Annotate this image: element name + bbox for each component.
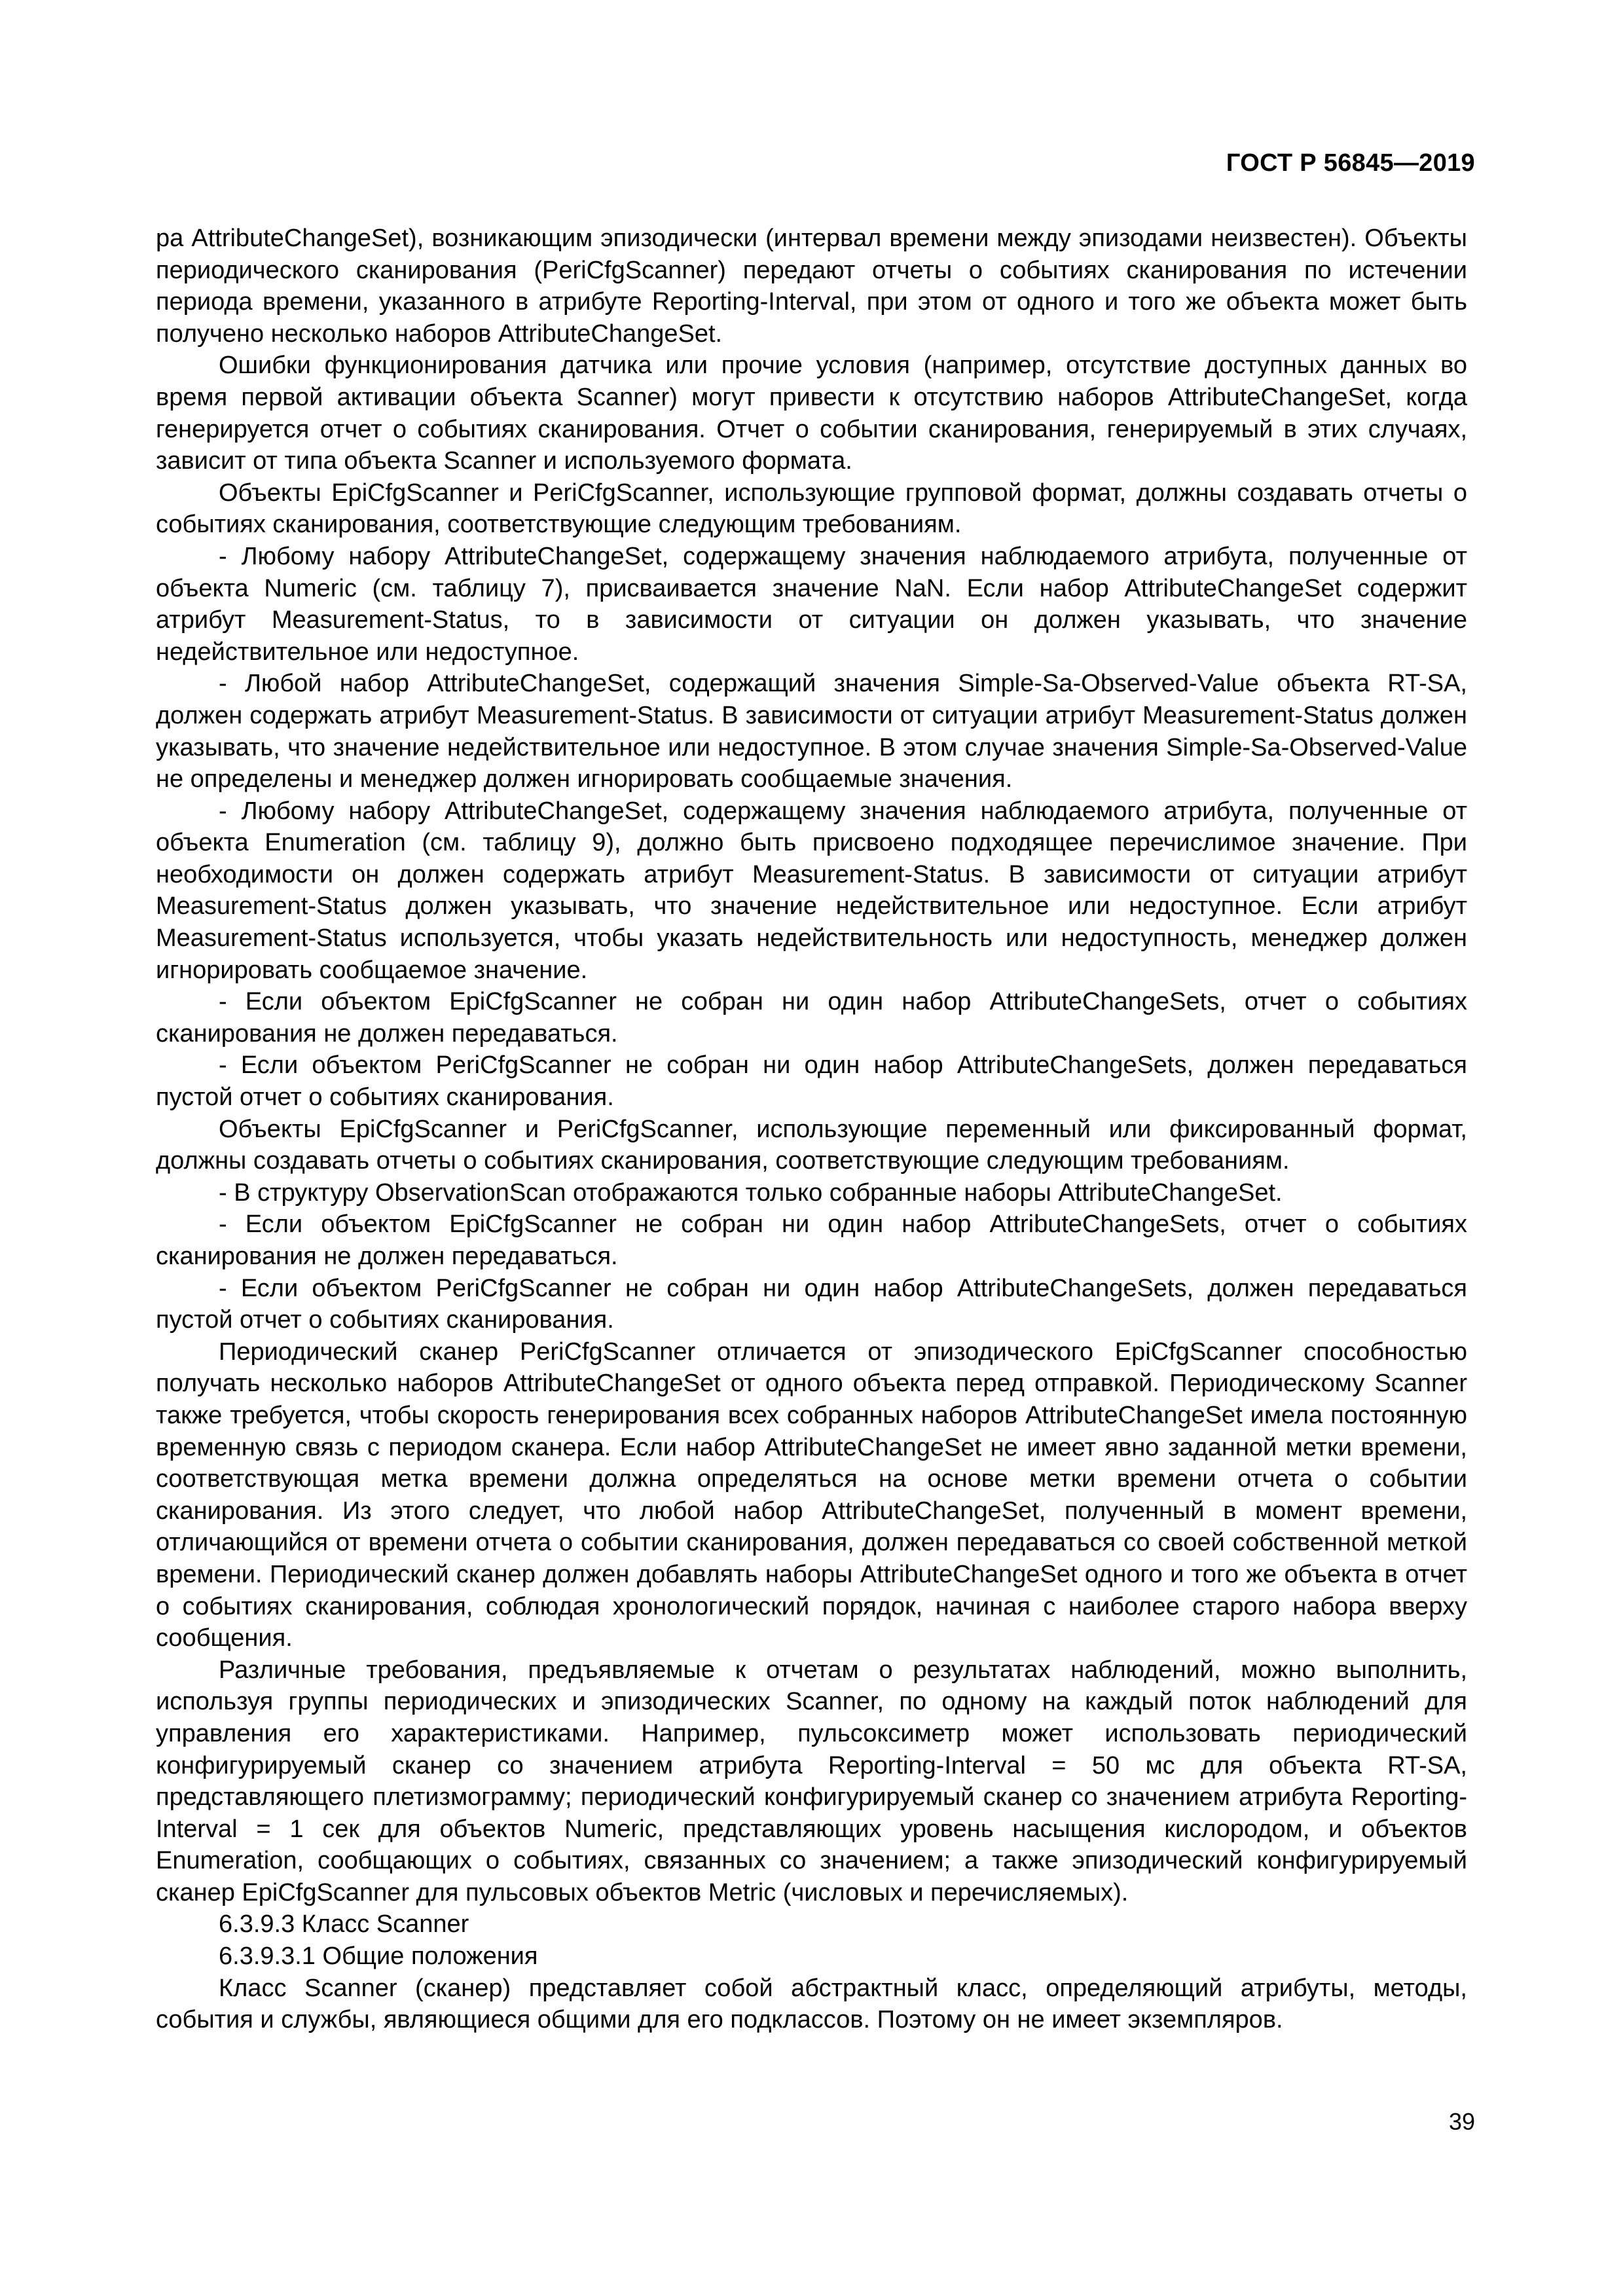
- document-body: [156, 223, 1467, 2036]
- page-number: 39: [1448, 2108, 1475, 2135]
- paragraph: Объекты EpiCfgScanner и PeriCfgScanner, использующие переменный или фиксированный формат, должны создавать отчеты о событиях сканирования, соответствующие следующим требованиям.: [156, 1115, 1467, 1175]
- paragraph-continuation: ра AttributeChangeSet), возникающим эпизодически (интервал времени между эпизодами неизвестен). Объекты периодического сканирования (PeriCfgScanner) передают отчеты о событиях сканирования по истечении периода времени, указанного в атрибуте Reporting-Interval, при этом от одного и того же объекта может быть получено несколько наборов AttributeChangeSet.: [156, 225, 1467, 348]
- list-item: - В структуру ObservationScan отображаются только собранные наборы AttributeChangeSet.: [219, 1178, 1283, 1207]
- list-item: - Если объектом EpiCfgScanner не собран ни один набор AttributeChangeSets, отчет о событиях сканирования не должен передаваться.: [156, 988, 1467, 1048]
- document-header: ГОСТ Р 56845—2019: [1226, 149, 1475, 177]
- paragraph: Объекты EpiCfgScanner и PeriCfgScanner, использующие групповой формат, должны создавать отчеты о событиях сканирования, соответствующие следующим требованиям.: [156, 479, 1467, 539]
- list-item: - Если объектом EpiCfgScanner не собран ни один набор AttributeChangeSets, отчет о событиях сканирования не должен передаваться.: [156, 1211, 1467, 1270]
- list-item: - Любому набору AttributeChangeSet, содержащему значения наблюдаемого атрибута, полученные от объекта Numeric (см. таблицу 7), присваивается значение NaN. Если набор AttributeChangeSet содержит атрибут Measurement-Status, то в зависимости от ситуации он должен указывать, что значение недействительное или недоступное.: [156, 542, 1467, 666]
- paragraph: Периодический сканер PeriCfgScanner отличается от эпизодического EpiCfgScanner способностью получать несколько наборов AttributeChangeSet от одного объекта перед отправкой. Периодическому Scanner также требуется, чтобы скорость генерирования всех собранных наборов AttributeChangeSet имела постоянную временную связь с периодом сканера. Если набор AttributeChangeSet не имеет явно заданной метки времени, соответствующая метка времени должна определяться на основе метки времени отчета о событии сканирования. Из этого следует, что любой набор AttributeChangeSet, полученный в момент времени, отличающийся от времени отчета о событии сканирования, должен передаваться со своей собственной меткой времени. Периодический сканер должен добавлять наборы AttributeChangeSet одного и того же объекта в отчет о событиях сканирования, соблюдая хронологический порядок, начиная с наиболее старого набора вверху сообщения.: [156, 1338, 1467, 1652]
- list-item: - Любой набор AttributeChangeSet, содержащий значения Simple-Sa-Observed-Value объекта RT-SA, должен содержать атрибут Measurement-Status. В зависимости от ситуации атрибут Measurement-Status должен указывать, что значение недействительное или недоступное. В этом случае значения Simple-Sa-Observed-Value не определены и менеджер должен игнорировать сообщаемые значения.: [156, 670, 1467, 793]
- list-item: - Любому набору AttributeChangeSet, содержащему значения наблюдаемого атрибута, полученные от объекта Enumeration (см. таблицу 9), должно быть присвоено подходящее перечислимое значение. При необходимости он должен содержать атрибут Measurement-Status. В зависимости от ситуации атрибут Measurement-Status должен указывать, что значение недействительное или недоступное. Если атрибут Measurement-Status используется, чтобы указать недействительность или недоступность, менеджер должен игнорировать сообщаемое значение.: [156, 797, 1467, 984]
- subsection-heading: 6.3.9.3.1 Общие положения: [219, 1942, 538, 1971]
- paragraph: Класс Scanner (сканер) представляет собой абстрактный класс, определяющий атрибуты, методы, события и службы, являющиеся общими для его подклассов. Поэтому он не имеет экземпляров.: [156, 1974, 1467, 2034]
- section-heading: 6.3.9.3 Класс Scanner: [219, 1910, 469, 1939]
- paragraph: Различные требования, предъявляемые к отчетам о результатах наблюдений, можно выполнить, используя группы периодических и эпизодических Scanner, по одному на каждый поток наблюдений для управления его характеристиками. Например, пульсоксиметр может использовать периодический конфигурируемый сканер со значением атрибута Reporting-Interval = 50 мс для объекта RT-SA, представляющего плетизмограмму; периодический конфигурируемый сканер со значением атрибута Reporting-Interval = 1 сек для объектов Numeric, представляющих уровень насыщения кислородом, и объектов Enumeration, сообщающих о событиях, связанных со значением; а также эпизодический конфигурируемый сканер EpiCfgScanner для пульсовых объектов Metric (числовых и перечисляемых).: [156, 1656, 1467, 1906]
- list-item: - Если объектом PeriCfgScanner не собран ни один набор AttributeChangeSets, должен передаваться пустой отчет о событиях сканирования.: [156, 1274, 1467, 1334]
- paragraph: Ошибки функционирования датчика или прочие условия (например, отсутствие доступных данных во время первой активации объекта Scanner) могут привести к отсутствию наборов AttributeChangeSet, когда генерируется отчет о событиях сканирования. Отчет о событии сканирования, генерируемый в этих случаях, зависит от типа объекта Scanner и используемого формата.: [156, 352, 1467, 475]
- list-item: - Если объектом PeriCfgScanner не собран ни один набор AttributeChangeSets, должен передаваться пустой отчет о событиях сканирования.: [156, 1051, 1467, 1112]
